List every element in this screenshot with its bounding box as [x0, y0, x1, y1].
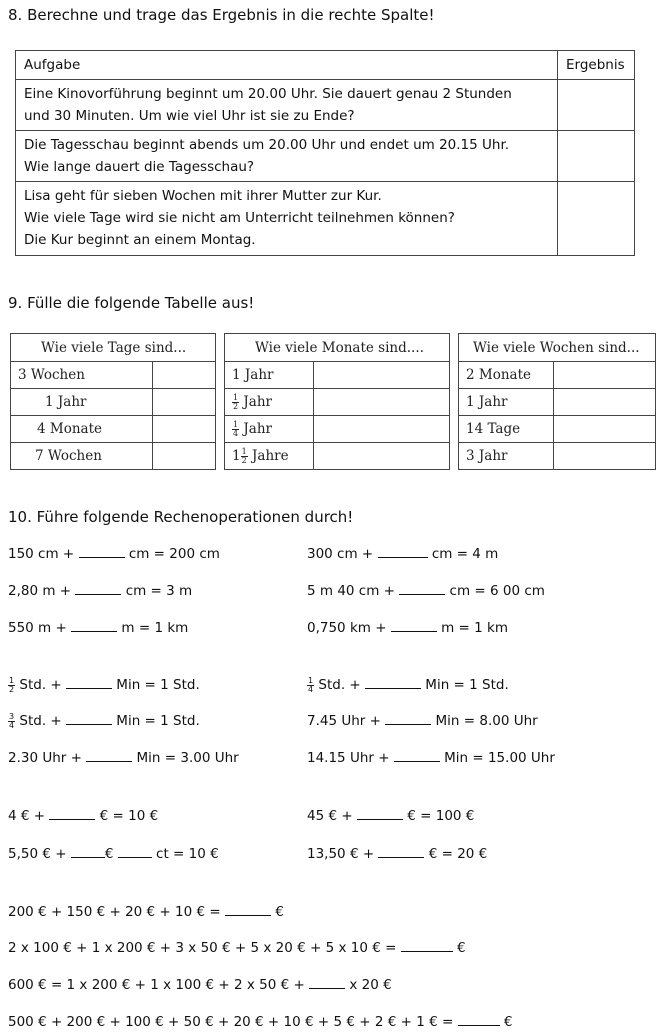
exercise-row: 45 € + € = 100 €: [307, 808, 475, 824]
answer-blank[interactable]: [391, 619, 437, 632]
table-cell: 2 Monate: [459, 362, 554, 389]
answer-blank[interactable]: [385, 712, 431, 725]
exercise-row: $\frac{1}{2}$ Std. + Min = 1 Std.: [9, 675, 200, 694]
exercise-row: 2 x 100 € + 1 x 200 € + 3 x 50 € + 5 x 20 € + 5 x 10 € = €: [8, 940, 466, 956]
answer-blank[interactable]: [357, 807, 403, 820]
exercise-row: 5,50 € + € ct = 10 €: [8, 846, 219, 862]
task8-row-3-line-3: Die Kur beginnt an einem Montag.: [24, 232, 256, 248]
task9-table-weeks: [458, 333, 656, 470]
task8-row-1-line-2: und 30 Minuten. Um wie viel Uhr ist sie zu Ende?: [24, 108, 355, 124]
task8-row-3: [16, 182, 558, 256]
task8-table: [15, 50, 635, 256]
exercise-row: 500 € + 200 € + 100 € + 50 € + 20 € + 10 € + 5 € + 2 € + 1 € = €: [8, 1014, 513, 1030]
answer-blank[interactable]: [118, 845, 152, 858]
task8-heading: 8. Berechne und trage das Ergebnis in die rechte Spalte!: [8, 6, 435, 24]
task8-row-2-line-1: Die Tagesschau beginnt abends um 20.00 Uhr und endet um 20.15 Uhr.: [24, 137, 510, 153]
task9-heading: 9. Fülle die folgende Tabelle aus!: [8, 294, 255, 312]
fraction-half: $\frac{1}{2}$: [233, 392, 239, 411]
table-cell: 14 Tage: [459, 416, 554, 443]
table-cell: 4 Monate: [11, 416, 153, 443]
exercise-row: 4 € + € = 10 €: [8, 808, 159, 824]
answer-cell[interactable]: [153, 416, 216, 443]
table-cell: $\frac{1}{2}$ Jahr: [225, 389, 314, 416]
exercise-row: 150 cm + cm = 200 cm: [8, 546, 220, 562]
task8-row-2: [16, 131, 558, 182]
table-cell: 3 Jahr: [459, 443, 554, 470]
answer-cell[interactable]: [153, 362, 216, 389]
exercise-row: 0,750 km + m = 1 km: [307, 620, 508, 636]
exercise-row: 550 m + m = 1 km: [8, 620, 189, 636]
exercise-row: 200 € + 150 € + 20 € + 10 € = €: [8, 904, 284, 920]
exercise-row: 14.15 Uhr + Min = 15.00 Uhr: [307, 750, 555, 766]
answer-blank[interactable]: [365, 676, 421, 689]
answer-cell[interactable]: [554, 389, 656, 416]
fraction-quarter: $\frac{1}{4}$: [233, 419, 239, 438]
table-cell: 7 Wochen: [11, 443, 153, 470]
table-cell: 3 Wochen: [11, 362, 153, 389]
task9-table-months: [224, 333, 450, 470]
exercise-row: $\frac{1}{4}$ Std. + Min = 1 Std.: [308, 675, 509, 694]
task8-result-1[interactable]: [558, 80, 635, 131]
fraction-three-quarters: $\frac{3}{4}$: [9, 711, 15, 730]
table-cell: 1 Jahr: [459, 389, 554, 416]
answer-blank[interactable]: [49, 807, 95, 820]
task8-row-1: [16, 80, 558, 131]
answer-blank[interactable]: [79, 545, 125, 558]
answer-blank[interactable]: [225, 903, 271, 916]
exercise-row: 2,80 m + cm = 3 m: [8, 583, 193, 599]
task9-table-days: [10, 333, 216, 470]
answer-cell[interactable]: [153, 443, 216, 470]
answer-blank[interactable]: [394, 749, 440, 762]
answer-blank[interactable]: [66, 676, 112, 689]
table-cell: 1 Jahr: [11, 389, 153, 416]
answer-blank[interactable]: [71, 619, 117, 632]
fraction-half: $\frac{1}{2}$: [9, 675, 15, 694]
answer-cell[interactable]: [554, 362, 656, 389]
answer-cell[interactable]: [554, 443, 656, 470]
task8-row-3-line-1: Lisa geht für sieben Wochen mit ihrer Mutter zur Kur.: [24, 188, 382, 204]
exercise-row: 13,50 € + € = 20 €: [307, 846, 488, 862]
answer-cell[interactable]: [314, 443, 450, 470]
exercise-row: 7.45 Uhr + Min = 8.00 Uhr: [307, 713, 538, 729]
answer-blank[interactable]: [75, 582, 121, 595]
answer-blank[interactable]: [71, 845, 105, 858]
table-cell: 1 Jahr: [225, 362, 314, 389]
answer-cell[interactable]: [314, 416, 450, 443]
answer-blank[interactable]: [458, 1013, 500, 1026]
table-cell: 1 $\frac{1}{2}$ Jahre: [225, 443, 314, 470]
answer-cell[interactable]: [314, 362, 450, 389]
answer-cell[interactable]: [314, 389, 450, 416]
table-header: Wie viele Monate sind....: [225, 334, 450, 362]
answer-blank[interactable]: [66, 712, 112, 725]
table-cell: $\frac{1}{4}$ Jahr: [225, 416, 314, 443]
answer-cell[interactable]: [554, 416, 656, 443]
answer-blank[interactable]: [309, 976, 345, 989]
table-header: Wie viele Wochen sind...: [459, 334, 656, 362]
task8-row-3-line-2: Wie viele Tage wird sie nicht am Unterricht teilnehmen können?: [24, 210, 455, 226]
task8-row-1-line-1: Eine Kinovorführung beginnt um 20.00 Uhr. Sie dauert genau 2 Stunden: [24, 86, 512, 102]
fraction-half: $\frac{1}{2}$: [241, 446, 247, 465]
exercise-row: 5 m 40 cm + cm = 6 00 cm: [307, 583, 545, 599]
exercise-row: $\frac{3}{4}$ Std. + Min = 1 Std.: [9, 711, 200, 730]
answer-cell[interactable]: [153, 389, 216, 416]
fraction-quarter: $\frac{1}{4}$: [308, 675, 314, 694]
answer-blank[interactable]: [399, 582, 445, 595]
answer-blank[interactable]: [401, 939, 453, 952]
task10-heading: 10. Führe folgende Rechenoperationen durch!: [8, 508, 354, 526]
task8-col-task: Aufgabe: [16, 51, 558, 80]
exercise-row: 2.30 Uhr + Min = 3.00 Uhr: [8, 750, 239, 766]
answer-blank[interactable]: [378, 845, 424, 858]
task8-result-2[interactable]: [558, 131, 635, 182]
table-header: Wie viele Tage sind...: [11, 334, 216, 362]
task8-result-3[interactable]: [558, 182, 635, 256]
exercise-row: 300 cm + cm = 4 m: [307, 546, 499, 562]
task8-row-2-line-2: Wie lange dauert die Tagesschau?: [24, 159, 255, 175]
task8-col-result: Ergebnis: [558, 51, 635, 80]
answer-blank[interactable]: [378, 545, 428, 558]
exercise-row: 600 € = 1 x 200 € + 1 x 100 € + 2 x 50 € + x 20 €: [8, 977, 392, 993]
answer-blank[interactable]: [86, 749, 132, 762]
